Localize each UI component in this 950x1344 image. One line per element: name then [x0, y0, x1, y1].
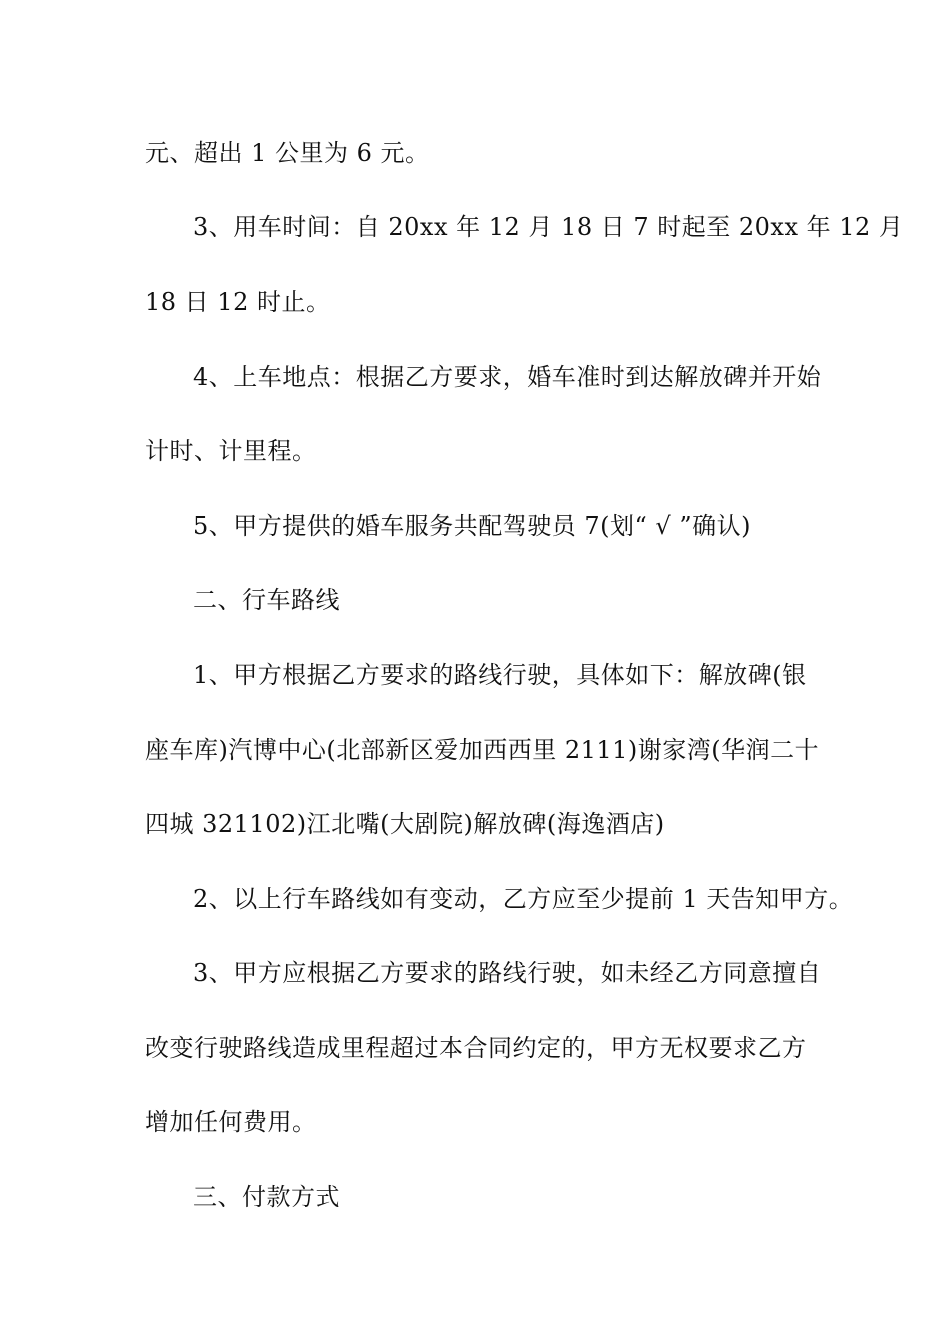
text-line: 4、上车地点：根据乙方要求，婚车准时到达解放碑并开始 — [193, 363, 822, 391]
text-line: 元、超出 1 公里为 6 元。 — [145, 139, 430, 167]
text-line: 3、甲方应根据乙方要求的路线行驶，如未经乙方同意擅自 — [193, 959, 822, 987]
text-line: 3、用车时间：自 20xx 年 12 月 18 日 7 时起至 20xx 年 12 月 — [193, 213, 904, 241]
section-heading: 三、付款方式 — [193, 1183, 340, 1211]
text-line: 1、甲方根据乙方要求的路线行驶，具体如下：解放碑(银 — [193, 661, 807, 689]
text-line: 18 日 12 时止。 — [145, 288, 331, 316]
text-line: 增加任何费用。 — [145, 1108, 317, 1136]
text-line: 改变行驶路线造成里程超过本合同约定的，甲方无权要求乙方 — [145, 1034, 807, 1062]
text-line: 四城 321102)江北嘴(大剧院)解放碑(海逸酒店) — [145, 810, 665, 838]
text-line: 5、甲方提供的婚车服务共配驾驶员 7(划“ √ ”确认) — [193, 512, 751, 540]
text-line: 座车库)汽博中心(北部新区爱加西西里 2111)谢家湾(华润二十 — [145, 736, 820, 764]
text-line: 计时、计里程。 — [145, 437, 317, 465]
section-heading: 二、行车路线 — [193, 586, 340, 614]
text-line: 2、以上行车路线如有变动，乙方应至少提前 1 天告知甲方。 — [193, 885, 854, 913]
